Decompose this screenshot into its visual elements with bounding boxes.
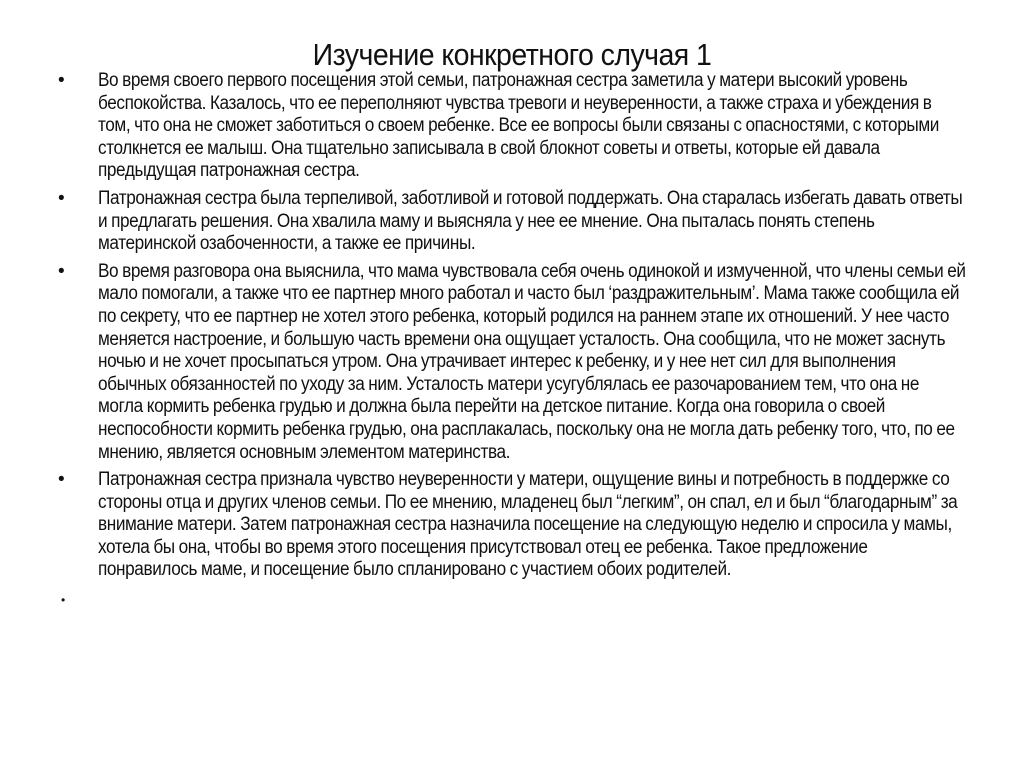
bullet-marker-icon: •	[61, 593, 65, 608]
bullet-text: Во время разговора она выяснила, что мама чувствовала себя очень одинокой и измученной, что члены семьи ей мало помогали, а также что ее партнер много работал и часто был ‘раздражительным’. Мама также сообщила ей по секрету, что ее партнер не хотел этого ребенка, который родился на раннем этапе их отношений. У нее часто меняется настроение, и большую часть времени она ощущает усталость. Она сообщила, что не может заснуть ночью и не хочет просыпаться утром. Она утрачивает интерес к ребенку, и у нее нет сил для выполнения обычных обязанностей по уходу за ним. Усталость матери усугублялась ее разочарованием тем, что она не могла кормить ребенка грудью и должна была перейти на детское питание. Когда она говорила о своей неспособности кормить ребенка грудью, она расплакалась, поскольку она не могла дать ребенку того, что, по ее мнению, является основным элементом материнства.	[98, 260, 966, 463]
bullet-item	[0, 188, 1024, 256]
bullet-item	[0, 261, 1024, 464]
bullet-marker-icon: •	[58, 70, 65, 91]
bullet-text: Патронажная сестра была терпеливой, заботливой и готовой поддержать. Она старалась избегать давать ответы и предлагать решения. Она хвалила маму и выясняла у нее ее мнение. Она пыталась понять степень материнской озабоченности, а также ее причины.	[98, 187, 963, 255]
bullet-marker-icon: •	[58, 187, 65, 209]
bullet-list	[0, 70, 1024, 614]
bullet-marker-icon: •	[58, 469, 65, 491]
empty-bullet-item	[0, 587, 1024, 609]
bullet-text: Патронажная сестра признала чувство неуверенности у матери, ощущение вины и потребность в поддержке со стороны отца и других членов семьи. По ее мнению, младенец был “легким”, он спал, ел и был “благодарным” за внимание матери. Затем патронажная сестра назначила посещение на следующую неделю и спросила у мамы, хотела бы она, чтобы во время этого посещения присутствовал отец ее ребенка. Такое предложение понравилось маме, и посещение было спланировано с участием обоих родителей.	[98, 469, 958, 581]
bullet-item	[0, 70, 1024, 183]
bullet-text: Во время своего первого посещения этой семьи, патронажная сестра заметила у матери высокий уровень беспокойства. Казалось, что ее переполняют чувства тревоги и неуверенности, а также страха и убеждения в том, что она не сможет заботиться о своем ребенке. Все ее вопросы были связаны с опасностями, с которыми столкнется ее малыш. Она тщательно записывала в свой блокнот советы и ответы, которые ей давала предыдущая патронажная сестра.	[98, 70, 939, 182]
bullet-item	[0, 469, 1024, 582]
bullet-marker-icon: •	[58, 260, 65, 282]
slide-title: Изучение конкретного случая 1	[312, 37, 712, 72]
